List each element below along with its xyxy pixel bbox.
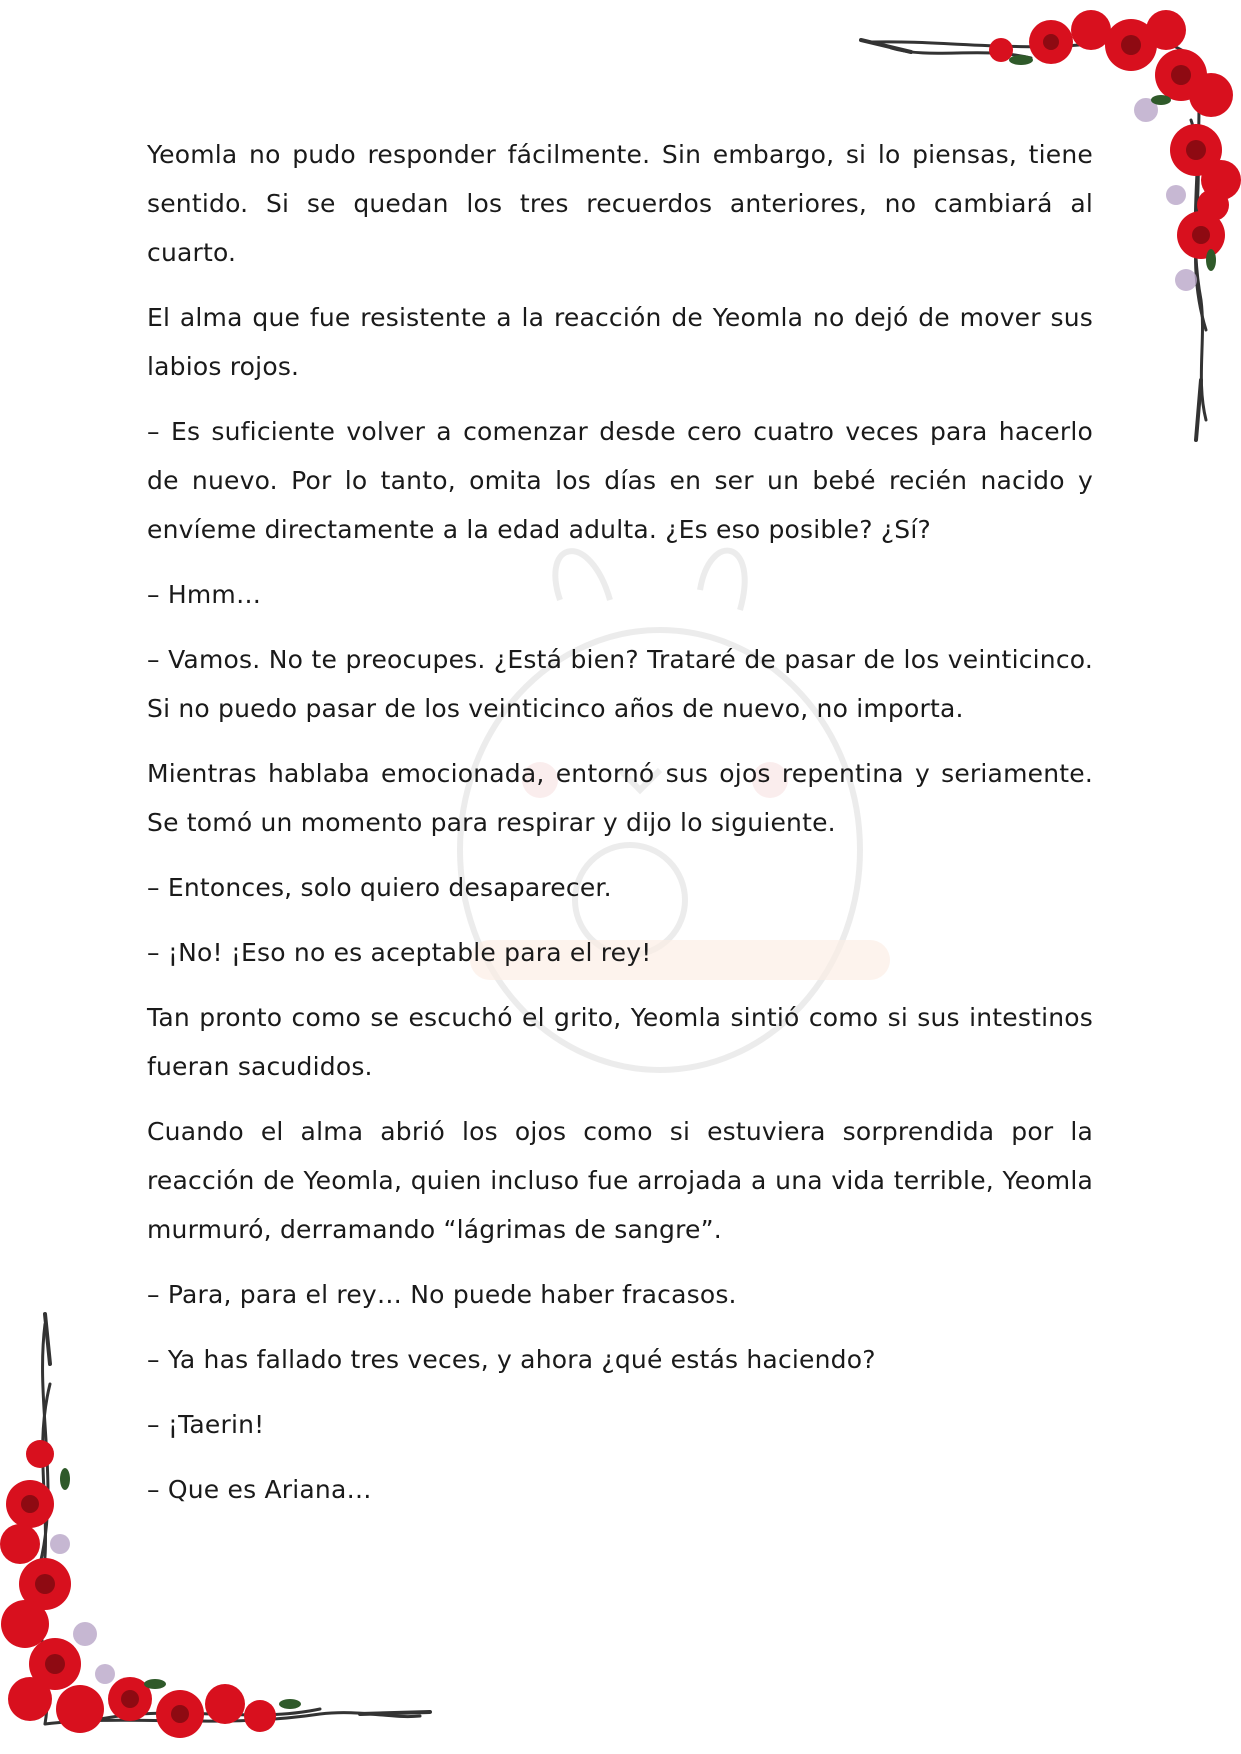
document-body — [147, 130, 1093, 1514]
dialogue-line: – ¡Taerin! — [147, 1410, 265, 1439]
paragraph: El alma que fue resistente a la reacción de Yeomla no dejó de mover sus labios rojos. — [147, 303, 1093, 381]
dialogue-line: – Hmm… — [147, 580, 262, 609]
dialogue-line: – Es suficiente volver a comenzar desde cero cuatro veces para hacerlo de nuevo. Por lo tanto, omita los días en ser un bebé recién nacido y envíeme directamente a la edad adulta. ¿Es eso posible? ¿Sí? — [147, 417, 1093, 544]
dialogue-line: – Entonces, solo quiero desaparecer. — [147, 873, 612, 902]
dialogue-line: – Vamos. No te preocupes. ¿Está bien? Trataré de pasar de los veinticinco. Si no puedo pasar de los veinticinco años de nuevo, no importa. — [147, 645, 1093, 723]
paragraph: Tan pronto como se escuchó el grito, Yeomla sintió como si sus intestinos fueran sacudidos. — [147, 1003, 1093, 1081]
paragraph: Cuando el alma abrió los ojos como si estuviera sorprendida por la reacción de Yeomla, quien incluso fue arrojada a una vida terrible, Yeomla murmuró, derramando “lágrimas de sangre”. — [147, 1117, 1093, 1244]
dialogue-line: – ¡No! ¡Eso no es aceptable para el rey! — [147, 938, 652, 967]
paragraph: Yeomla no pudo responder fácilmente. Sin embargo, si lo piensas, tiene sentido. Si se quedan los tres recuerdos anteriores, no cambiará al cuarto. — [147, 140, 1093, 267]
dialogue-line: – Que es Ariana… — [147, 1475, 372, 1504]
dialogue-line: – Para, para el rey… No puede haber fracasos. — [147, 1280, 737, 1309]
dialogue-line: – Ya has fallado tres veces, y ahora ¿qué estás haciendo? — [147, 1345, 876, 1374]
paragraph: Mientras hablaba emocionada, entornó sus ojos repentina y seriamente. Se tomó un momento para respirar y dijo lo siguiente. — [147, 759, 1093, 837]
